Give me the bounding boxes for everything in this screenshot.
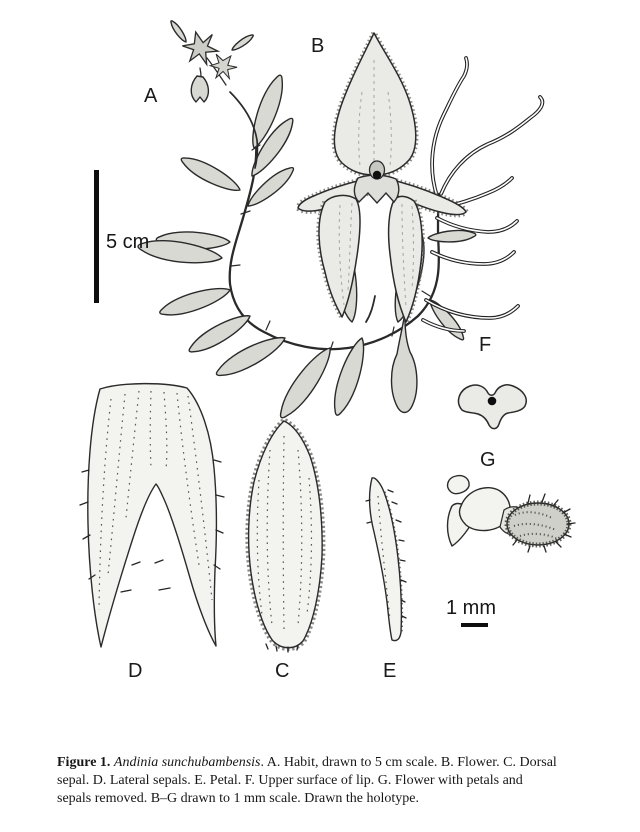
scale-label-5cm: 5 cm: [106, 231, 150, 253]
lip-upper-surface-drawing: [459, 385, 527, 429]
caption-line-3: sepals removed. B–G drawn to 1 mm scale. Drawn the holotype.: [57, 791, 419, 806]
scale-bar-1mm: [461, 623, 488, 627]
habit-drawing: [137, 72, 477, 423]
caption-species-name: Andinia sunchubambensis: [113, 755, 261, 770]
scale-bar-5cm: [94, 170, 99, 303]
part-label-c: C: [275, 660, 290, 682]
part-label-d: D: [128, 660, 143, 682]
part-label-e: E: [383, 660, 397, 682]
flower-drawing: [298, 33, 466, 322]
column-and-lip-drawing: [448, 476, 576, 552]
caption-line-2: sepal. D. Lateral sepals. E. Petal. F. Upper surface of lip. G. Flower with petals and: [57, 773, 523, 788]
scale-label-1mm: 1 mm: [446, 597, 496, 619]
inflorescence-drawing: [169, 19, 258, 168]
part-label-b: B: [311, 35, 325, 57]
dorsal-sepal-drawing: [249, 421, 323, 652]
lateral-sepals-drawing: [80, 384, 224, 647]
part-label-g: G: [480, 449, 496, 471]
part-label-f: F: [479, 334, 492, 356]
caption-line-1: [57, 754, 597, 772]
caption-figure-label: Figure 1.: [57, 755, 111, 770]
part-label-a: A: [144, 85, 158, 107]
figure-caption: [57, 754, 597, 808]
caption-line-1-text: . A. Habit, drawn to 5 cm scale. B. Flower. C. Dorsal: [260, 755, 557, 770]
petal-drawing: [366, 478, 406, 641]
